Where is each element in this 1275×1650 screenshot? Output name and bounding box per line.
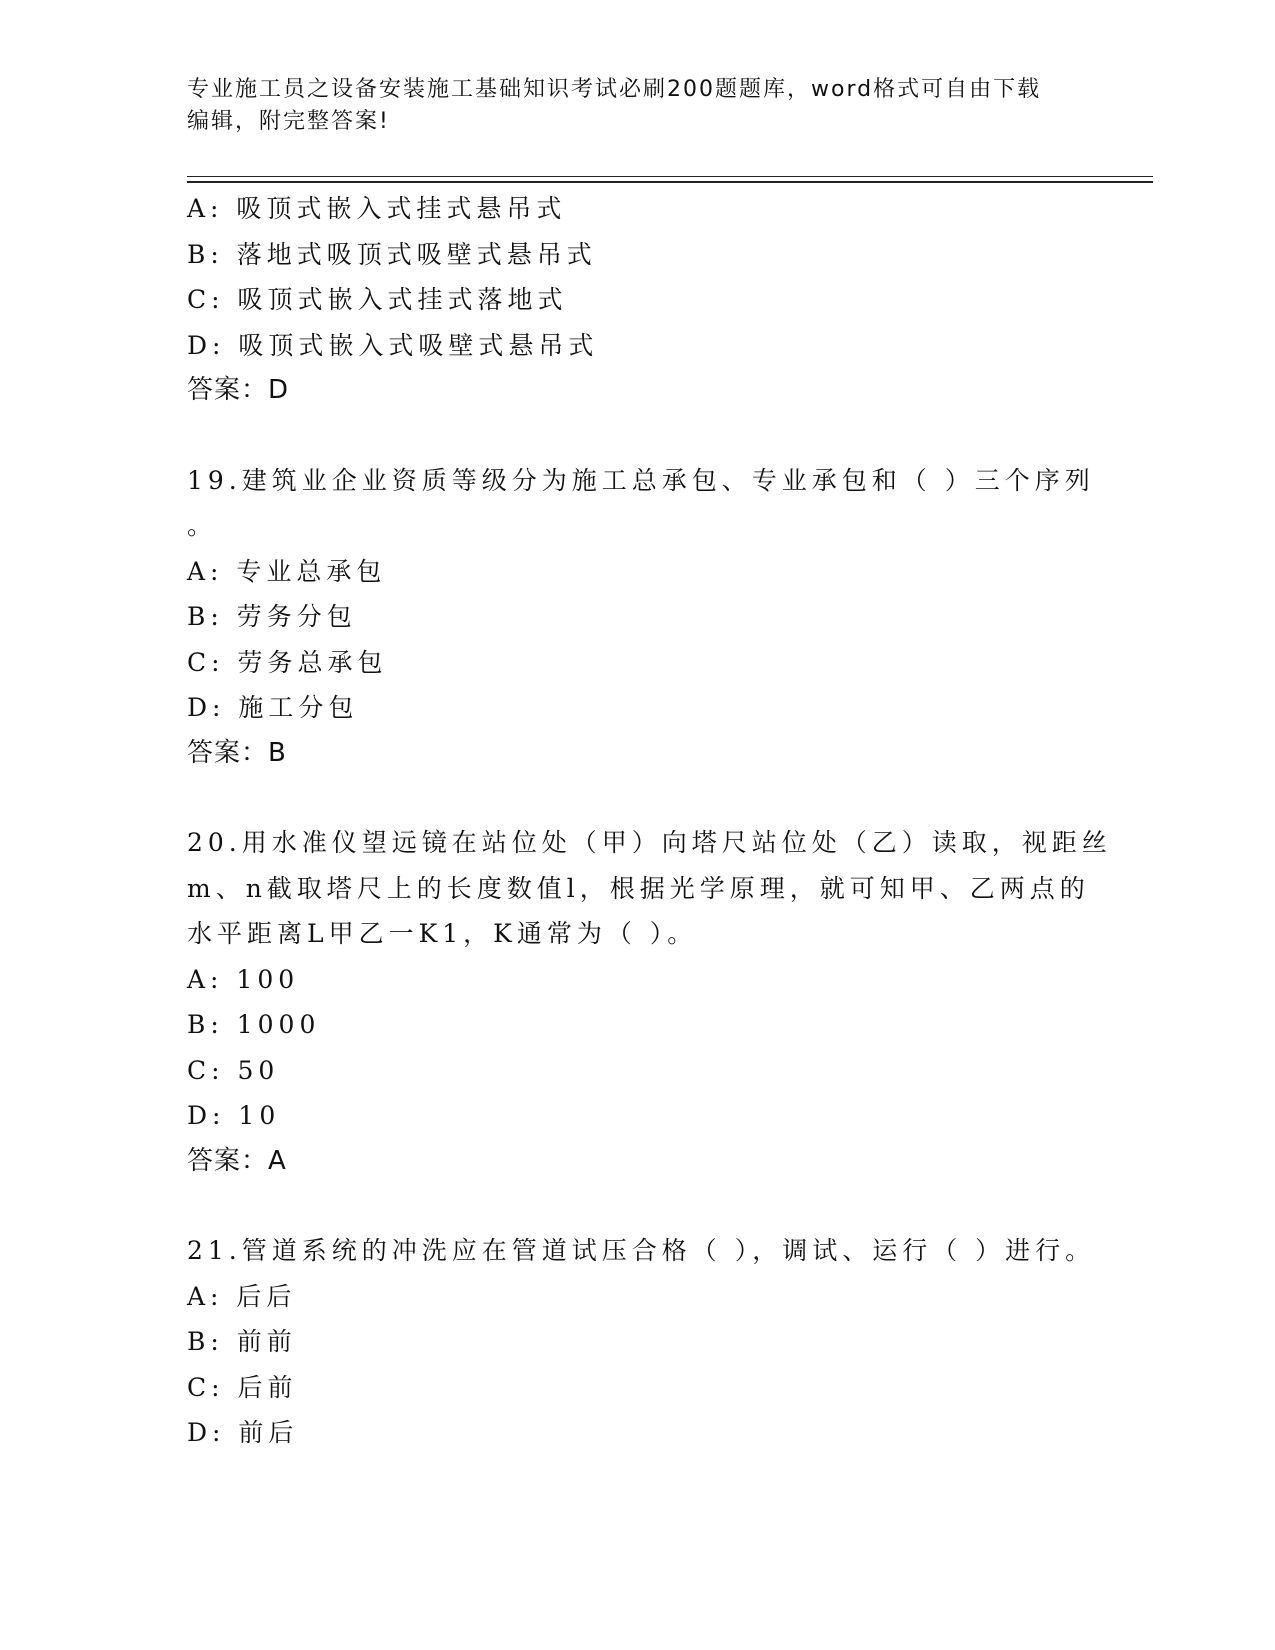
option-d: D: 吸顶式嵌入式吸壁式悬吊式 bbox=[187, 330, 599, 360]
option-a: A: 后后 bbox=[187, 1281, 297, 1311]
option-c: C: 吸顶式嵌入式挂式落地式 bbox=[187, 285, 568, 314]
option-c: C: 50 bbox=[187, 1055, 280, 1085]
header-divider-thin bbox=[187, 176, 1153, 177]
option-c: C: 后前 bbox=[187, 1372, 298, 1402]
option-a: A: 专业总承包 bbox=[187, 556, 387, 586]
spacer bbox=[187, 776, 1087, 820]
question-stem: 19.建筑业企业资质等级分为施工总承包、专业承包和（ ）三个序列 bbox=[187, 465, 1095, 495]
spacer bbox=[187, 414, 1087, 458]
question-list bbox=[187, 186, 1112, 1456]
option-d: D: 10 bbox=[187, 1101, 281, 1130]
option-a: A: 100 bbox=[187, 964, 300, 994]
header-title-line2: 编辑，附完整答案! bbox=[187, 109, 390, 134]
option-d: D: 前后 bbox=[187, 1418, 299, 1447]
option-d: D: 施工分包 bbox=[187, 693, 359, 722]
answer-line: 答案：D bbox=[187, 375, 290, 405]
option-b: B: 1000 bbox=[187, 1010, 321, 1039]
question-20 bbox=[187, 820, 1112, 1184]
option-b: B: 劳务分包 bbox=[187, 602, 357, 631]
question-stem-continued: m、n截取塔尺上的长度数值l，根据光学原理，就可知甲、乙两点的 bbox=[187, 873, 1090, 903]
answer-line: 答案：A bbox=[187, 1145, 287, 1176]
spacer bbox=[187, 1184, 1087, 1228]
option-c: C: 劳务总承包 bbox=[187, 647, 388, 677]
header-title-line1: 专业施工员之设备安装施工基础知识考试必刷200题题库，word格式可自由下载 bbox=[187, 77, 1042, 102]
answer-line: 答案：B bbox=[187, 737, 287, 768]
question-stem-continued: 水平距离L甲乙一K1，K通常为（ ）。 bbox=[187, 919, 698, 948]
question-19 bbox=[187, 458, 1095, 777]
header-divider-thick bbox=[187, 181, 1153, 183]
question-stem: 21.管道系统的冲洗应在管道试压合格（ ），调试、运行（ ）进行。 bbox=[187, 1236, 1096, 1265]
option-b: B: 落地式吸顶式吸壁式悬吊式 bbox=[187, 239, 597, 269]
question-21 bbox=[187, 1228, 1096, 1456]
document-header bbox=[187, 74, 1067, 138]
question-stem: 20.用水准仪望远镜在站位处（甲）向塔尺站位处（乙）读取，视距丝 bbox=[187, 828, 1112, 857]
question-18 bbox=[187, 186, 1087, 414]
option-b: B: 前前 bbox=[187, 1327, 297, 1356]
question-stem-continued: 。 bbox=[187, 511, 218, 540]
option-a: A: 吸顶式嵌入式挂式悬吊式 bbox=[187, 194, 567, 223]
